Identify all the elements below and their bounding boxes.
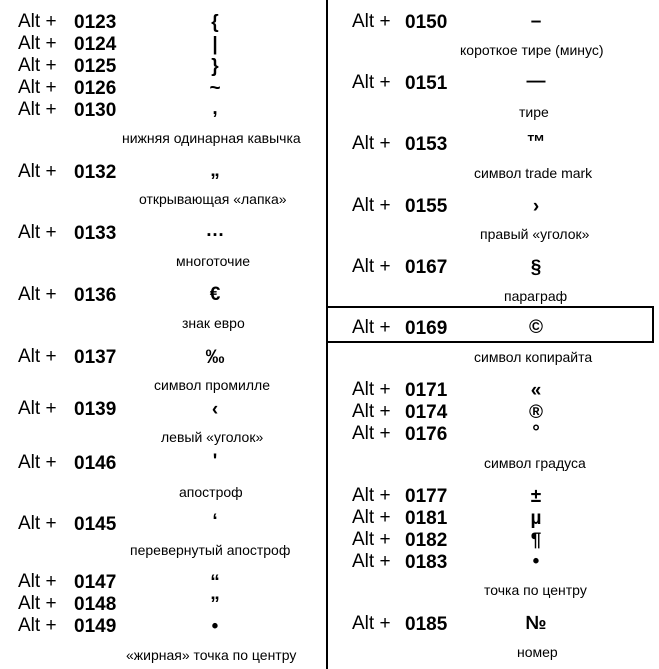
- alt-label: Alt +: [18, 99, 57, 120]
- char-description: символ копирайта: [474, 349, 593, 365]
- alt-label: Alt +: [18, 513, 57, 534]
- alt-code: 0139: [74, 399, 117, 420]
- char-description: многоточие: [176, 253, 251, 269]
- alt-label: Alt +: [18, 33, 57, 54]
- alt-code: 0153: [405, 134, 448, 155]
- char-symbol: ': [212, 451, 218, 472]
- alt-code: 0174: [405, 402, 448, 423]
- alt-label: Alt +: [352, 551, 391, 572]
- char-symbol: §: [530, 257, 542, 278]
- char-description: нижняя одинарная кавычка: [122, 130, 301, 146]
- char-symbol: }: [211, 56, 219, 77]
- char-description: короткое тире (минус): [460, 42, 604, 58]
- alt-code: 0137: [74, 347, 117, 368]
- char-symbol: ®: [529, 402, 543, 423]
- char-symbol: ”: [210, 594, 220, 615]
- alt-label: Alt +: [352, 72, 391, 93]
- alt-code: 0147: [74, 572, 117, 593]
- char-symbol: ™: [526, 132, 546, 153]
- alt-label: Alt +: [18, 77, 57, 98]
- alt-code: 0185: [405, 614, 448, 635]
- char-symbol: ©: [529, 317, 543, 338]
- alt-code: 0132: [74, 162, 117, 183]
- char-description: символ trade mark: [474, 165, 593, 181]
- alt-code: 0126: [74, 78, 117, 99]
- char-symbol: ~: [209, 78, 221, 99]
- alt-code: 0148: [74, 594, 117, 615]
- char-symbol: —: [526, 71, 546, 92]
- alt-label: Alt +: [352, 195, 391, 216]
- char-symbol: •: [211, 616, 219, 637]
- alt-code: 0149: [74, 616, 117, 637]
- char-description: точка по центру: [484, 582, 587, 598]
- alt-label: Alt +: [18, 452, 57, 473]
- char-symbol: ,: [212, 98, 218, 119]
- alt-code: 0133: [74, 223, 117, 244]
- char-symbol: ‰: [205, 347, 225, 368]
- char-description: открывающая «лапка»: [139, 191, 287, 207]
- char-description: тире: [519, 104, 549, 120]
- alt-label: Alt +: [352, 613, 391, 634]
- alt-code: 0151: [405, 73, 448, 94]
- char-description: символ градуса: [484, 455, 586, 471]
- alt-code: 0182: [405, 530, 448, 551]
- alt-label: Alt +: [18, 398, 57, 419]
- char-symbol: {: [211, 12, 219, 33]
- char-description: левый «уголок»: [161, 429, 264, 445]
- char-description: параграф: [504, 288, 568, 304]
- alt-label: Alt +: [352, 379, 391, 400]
- alt-label: Alt +: [352, 317, 391, 338]
- alt-label: Alt +: [352, 529, 391, 550]
- char-symbol: •: [532, 551, 540, 572]
- char-symbol: ¶: [530, 530, 542, 551]
- char-description: номер: [517, 644, 558, 660]
- alt-code: 0130: [74, 100, 117, 121]
- alt-code: 0124: [74, 34, 117, 55]
- alt-label: Alt +: [352, 401, 391, 422]
- char-symbol: „: [210, 160, 220, 181]
- alt-label: Alt +: [352, 256, 391, 277]
- alt-code: 0146: [74, 453, 117, 474]
- alt-label: Alt +: [18, 11, 57, 32]
- char-description: правый «уголок»: [480, 226, 590, 242]
- char-symbol: “: [210, 572, 220, 593]
- alt-label: Alt +: [352, 423, 391, 444]
- alt-label: Alt +: [18, 55, 57, 76]
- alt-label: Alt +: [352, 485, 391, 506]
- char-description: перевернутый апостроф: [130, 542, 291, 558]
- alt-code: 0150: [405, 12, 448, 33]
- alt-code: 0176: [405, 424, 448, 445]
- char-symbol: …: [205, 220, 225, 241]
- char-symbol: ›: [532, 196, 540, 217]
- alt-code: 0136: [74, 285, 117, 306]
- char-symbol: ±: [530, 486, 542, 507]
- char-description: символ промилле: [154, 377, 270, 393]
- alt-label: Alt +: [18, 615, 57, 636]
- alt-code: 0169: [405, 318, 448, 339]
- alt-code: 0155: [405, 196, 448, 217]
- char-symbol: ‹: [211, 399, 219, 420]
- char-symbol: –: [530, 11, 542, 32]
- char-symbol: №: [525, 613, 547, 634]
- char-symbol: ‘: [212, 511, 218, 532]
- alt-label: Alt +: [352, 507, 391, 528]
- alt-label: Alt +: [18, 284, 57, 305]
- alt-label: Alt +: [18, 571, 57, 592]
- char-symbol: µ: [530, 508, 542, 529]
- alt-code: 0183: [405, 552, 448, 573]
- alt-label: Alt +: [18, 593, 57, 614]
- alt-label: Alt +: [352, 11, 391, 32]
- alt-code: 0177: [405, 486, 448, 507]
- char-symbol: €: [209, 284, 221, 305]
- char-symbol: °: [532, 422, 540, 443]
- char-symbol: |: [212, 34, 218, 55]
- char-symbol: «: [530, 380, 542, 401]
- alt-code: 0167: [405, 257, 448, 278]
- alt-label: Alt +: [18, 222, 57, 243]
- char-description: апостроф: [179, 484, 243, 500]
- alt-code: 0125: [74, 56, 117, 77]
- alt-label: Alt +: [352, 133, 391, 154]
- alt-code: 0171: [405, 380, 448, 401]
- alt-label: Alt +: [18, 161, 57, 182]
- alt-code: 0145: [74, 514, 117, 535]
- char-description: знак евро: [182, 315, 245, 331]
- char-description: «жирная» точка по центру: [126, 647, 297, 663]
- alt-code: 0181: [405, 508, 448, 529]
- alt-label: Alt +: [18, 346, 57, 367]
- alt-code: 0123: [74, 12, 117, 33]
